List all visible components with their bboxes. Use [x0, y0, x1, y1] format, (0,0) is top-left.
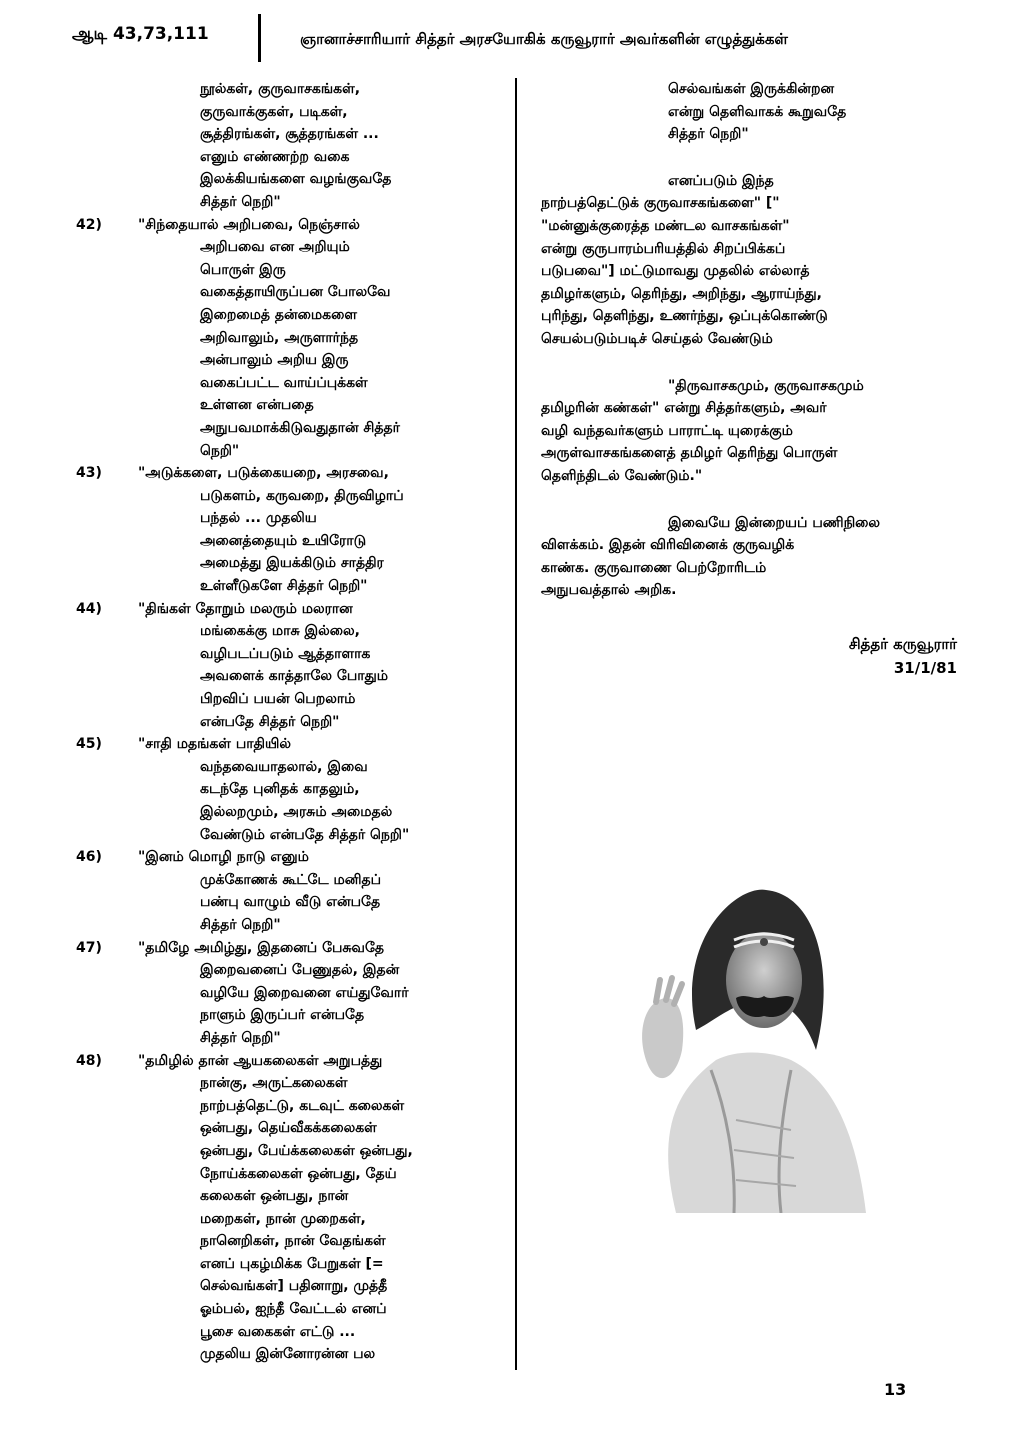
- text-line: படுகளம், கருவறை, திருவிழாப்: [200, 487, 404, 504]
- text-line: இறைவனைப் பேணுதல், இதன்: [200, 962, 400, 979]
- text-line: அநுபவமாக்கிடுவதுதான் சித்தர்: [200, 419, 400, 436]
- text-line: வழிபடப்படும் ஆத்தாளாக: [200, 645, 371, 662]
- text-line: நாளும் இருப்பர் என்பதே: [200, 1007, 365, 1024]
- signature-date: 31/1/81: [893, 659, 957, 677]
- text-line: அமைத்து இயக்கிடும் சாத்திர: [200, 555, 384, 572]
- text-line: முக்கோணக் கூட்டே மனிதப்: [200, 871, 382, 888]
- header-title: ஞானாச்சாரியார் சித்தர் அரசயோகிக் கருவூரார் அவர்களின் எழுத்துக்கள்: [300, 30, 788, 48]
- text-line: "அடுக்களை, படுக்கையறை, அரசவை,: [138, 465, 389, 482]
- item-number: 42): [76, 216, 102, 233]
- text-line: "மன்னுக்குரைத்த மண்டல வாசகங்கள்": [541, 217, 790, 234]
- text-line: அருள்வாசகங்களைத் தமிழர் தெரிந்து பொருள்: [541, 445, 838, 462]
- text-line: என்று குருபாரம்பரியத்தில் சிறப்பிக்கப்: [541, 240, 786, 257]
- text-line: என்பதே சித்தர் நெறி": [200, 713, 340, 730]
- text-line: மறைகள், நான் முறைகள்,: [200, 1210, 366, 1227]
- item-number: 48): [76, 1052, 102, 1069]
- numbered-items: [76, 214, 476, 1366]
- header-left: ஆடி 43,73,111: [72, 24, 209, 44]
- list-item: [76, 462, 476, 598]
- text-line: பிறவிப் பயன் பெறலாம்: [200, 691, 356, 708]
- list-item: [76, 937, 476, 1050]
- text-line: வழி வந்தவர்களும் பாராட்டி யுரைக்கும்: [541, 422, 793, 439]
- text-line: நோய்க்கலைகள் ஒன்பது, தேய்: [200, 1165, 397, 1182]
- text-line: எனப்படும் இந்த: [668, 172, 774, 189]
- text-line: வழியே இறைவனை எய்துவோர்: [200, 984, 409, 1001]
- paragraph-2: [541, 375, 957, 488]
- text-line: கடந்தே புனிதக் காதலும்,: [200, 781, 360, 798]
- item-number: 44): [76, 600, 102, 617]
- paragraph-1: [541, 170, 957, 351]
- text-line: "திங்கள் தோறும் மலரும் மலரான: [138, 600, 353, 617]
- text-line: அறிபவை என அறியும்: [200, 239, 350, 256]
- text-line: அவளைக் காத்தாலே போதும்: [200, 668, 389, 685]
- portrait-photo-icon: [616, 880, 888, 1213]
- item-number: 47): [76, 939, 102, 956]
- text-line: அறிவாலும், அருளார்ந்த: [200, 329, 359, 346]
- list-item: [76, 733, 476, 846]
- text-line: படுபவை"] மட்டுமாவது முதலில் எல்லாத்: [541, 263, 810, 280]
- text-line: எனும் எண்ணற்ற வகை: [200, 148, 350, 165]
- text-line: "சாதி மதங்கள் பாதியில்: [138, 736, 292, 753]
- text-line: செல்வங்கள்] பதினாறு, முத்தீ: [200, 1278, 388, 1295]
- text-line: நாற்பத்தெட்டுக் குருவாசகங்களை" [": [541, 195, 780, 212]
- list-item: [76, 1050, 476, 1366]
- text-line: இவையே இன்றையப் பணிநிலை: [668, 514, 881, 531]
- text-line: தமிழர்களும், தெரிந்து, அறிந்து, ஆராய்ந்து,: [541, 285, 822, 302]
- text-line: செயல்படும்படிச் செய்தல் வேண்டும்: [541, 330, 773, 347]
- text-line: பண்பு வாழும் வீடு என்பதே: [200, 894, 381, 911]
- list-item: [76, 598, 476, 734]
- header-divider: [258, 14, 261, 62]
- list-item: [76, 214, 476, 463]
- text-line: கலைகள் ஒன்பது, நான்: [200, 1188, 349, 1205]
- text-line: ஓம்பல், ஐந்தீ வேட்டல் எனப்: [200, 1301, 387, 1318]
- text-line: பந்தல் ... முதலிய: [200, 510, 317, 527]
- text-line: ஒன்பது, தெய்வீகக்கலைகள்: [200, 1120, 377, 1137]
- text-line: குருவாக்குகள், படிகள்,: [200, 103, 348, 120]
- text-line: என்று தெளிவாகக் கூறுவதே: [668, 103, 847, 120]
- text-line: ஒன்பது, பேய்க்கலைகள் ஒன்பது,: [200, 1142, 413, 1159]
- text-line: சித்தர் நெறி": [200, 1029, 281, 1046]
- text-line: நூல்கள், குருவாசகங்கள்,: [200, 81, 361, 97]
- text-line: நான்கு, அருட்கலைகள்: [200, 1075, 348, 1092]
- left-column: [76, 78, 476, 1366]
- text-line: "திருவாசகமும், குருவாசகமும்: [668, 377, 864, 394]
- text-line: "தமிழில் தான் ஆயகலைகள் அறுபத்து: [138, 1052, 383, 1069]
- paragraph-3: [541, 512, 957, 602]
- text-line: செல்வங்கள் இருக்கின்றன: [668, 81, 835, 97]
- text-line: இல்லறமும், அரசும் அமைதல்: [200, 804, 393, 820]
- text-line: தமிழரின் கண்கள்" என்று சித்தர்களும், அவர்: [541, 400, 827, 417]
- column-divider: [515, 78, 517, 1370]
- text-line: பொருள் இரு: [200, 261, 286, 278]
- text-line: அன்பாலும் அறிய இரு: [200, 352, 349, 369]
- text-line: வகைத்தாயிருப்பன போலவே: [200, 284, 391, 301]
- continuation-block: [541, 78, 957, 146]
- text-line: அனைத்தையும் உயிரோடு: [200, 532, 367, 549]
- text-line: நானெறிகள், நான் வேதங்கள்: [200, 1233, 386, 1250]
- signature-name: சித்தர் கருவூரார்: [848, 635, 957, 653]
- text-line: வந்தவையாதலால், இவை: [200, 758, 368, 775]
- text-line: இலக்கியங்களை வழங்குவதே: [200, 171, 392, 188]
- text-line: அநுபவத்தால் அறிக.: [541, 582, 677, 599]
- text-line: "இனம் மொழி நாடு எனும்: [138, 849, 309, 866]
- text-line: நெறி": [200, 442, 240, 459]
- text-line: மங்கைக்கு மாசு இல்லை,: [200, 623, 360, 640]
- text-line: "சிந்தையால் அறிபவை, நெஞ்சால்: [138, 216, 360, 233]
- text-line: உள்ளன என்பதை: [200, 397, 314, 414]
- text-line: உள்ளீடுகளே சித்தர் நெறி": [200, 578, 368, 595]
- right-column: [541, 78, 957, 602]
- page-number: 13: [884, 1380, 907, 1399]
- text-line: சித்தர் நெறி": [200, 193, 281, 210]
- text-line: சித்தர் நெறி": [668, 126, 749, 143]
- text-line: விளக்கம். இதன் விரிவினைக் குருவழிக்: [541, 537, 795, 554]
- item-number: 43): [76, 465, 102, 482]
- left-pre-lines: [76, 78, 476, 214]
- text-line: இறைமைத் தன்மைகளை: [200, 306, 357, 323]
- text-line: சூத்திரங்கள், சூத்தரங்கள் ...: [200, 126, 379, 143]
- list-item: [76, 846, 476, 936]
- item-number: 46): [76, 849, 102, 866]
- signature: [790, 632, 957, 680]
- text-line: காண்க. குருவாணை பெற்றோரிடம்: [541, 559, 767, 576]
- text-line: நாற்பத்தெட்டு, கடவுட் கலைகள்: [200, 1097, 405, 1114]
- text-line: புரிந்து, தெளிந்து, உணர்ந்து, ஒப்புக்கொண்டு: [541, 308, 828, 325]
- text-line: எனப் புகழ்மிக்க பேறுகள் [=: [200, 1255, 384, 1272]
- text-line: பூசை வகைகள் எட்டு ...: [200, 1323, 356, 1340]
- item-number: 45): [76, 736, 102, 753]
- text-line: "தமிழே அமிழ்து, இதனைப் பேசுவதே: [138, 939, 385, 956]
- text-line: சித்தர் நெறி": [200, 916, 281, 933]
- text-line: வகைப்பட்ட வாய்ப்புக்கள்: [200, 374, 368, 391]
- text-line: முதலிய இன்னோரன்ன பல: [200, 1346, 376, 1363]
- text-line: வேண்டும் என்பதே சித்தர் நெறி": [200, 826, 410, 843]
- text-line: தெளிந்திடல் வேண்டும்.": [541, 467, 703, 484]
